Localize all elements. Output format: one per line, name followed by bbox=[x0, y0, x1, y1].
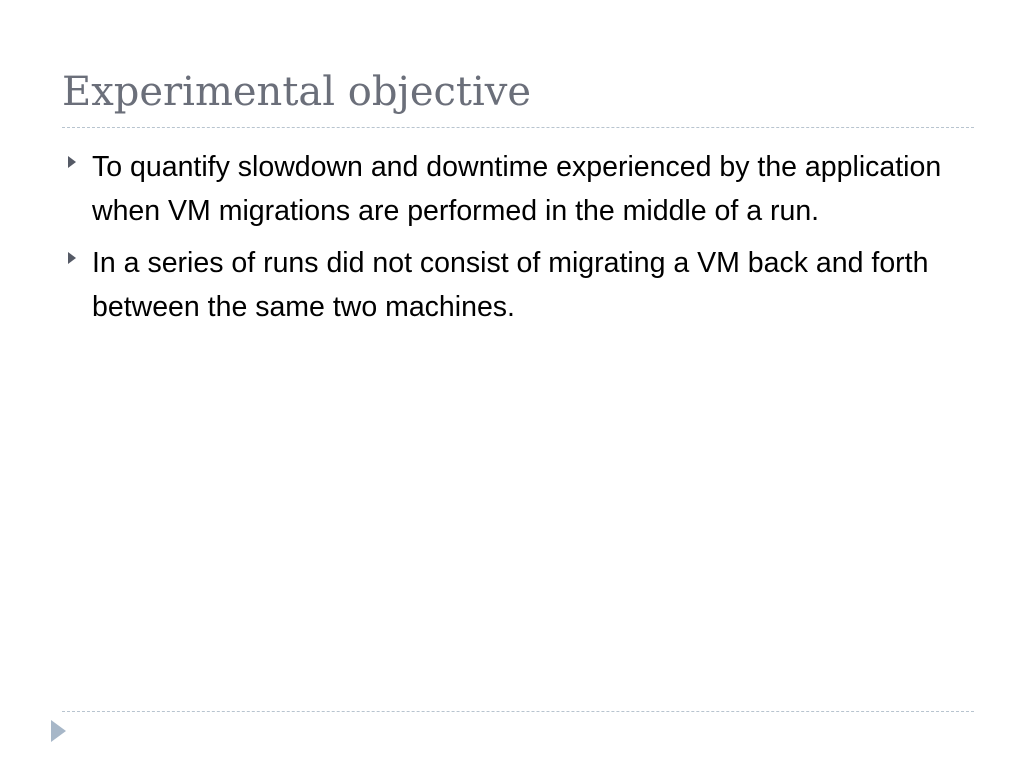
title-divider bbox=[62, 127, 974, 128]
triangle-right-icon bbox=[68, 156, 76, 168]
bullet-text: To quantify slowdown and downtime experienced by the application when VM migrations are performed in the middle of a run. bbox=[92, 151, 942, 227]
bullet-item bbox=[62, 241, 962, 329]
bullet-item bbox=[62, 145, 962, 233]
next-slide-icon[interactable] bbox=[51, 720, 66, 742]
bullet-list bbox=[62, 145, 962, 337]
triangle-right-icon bbox=[68, 252, 76, 264]
bullet-text: In a series of runs did not consist of migrating a VM back and forth between the same two machines. bbox=[92, 247, 929, 323]
slide-title: Experimental objective bbox=[62, 69, 532, 115]
footer-divider bbox=[62, 711, 974, 712]
